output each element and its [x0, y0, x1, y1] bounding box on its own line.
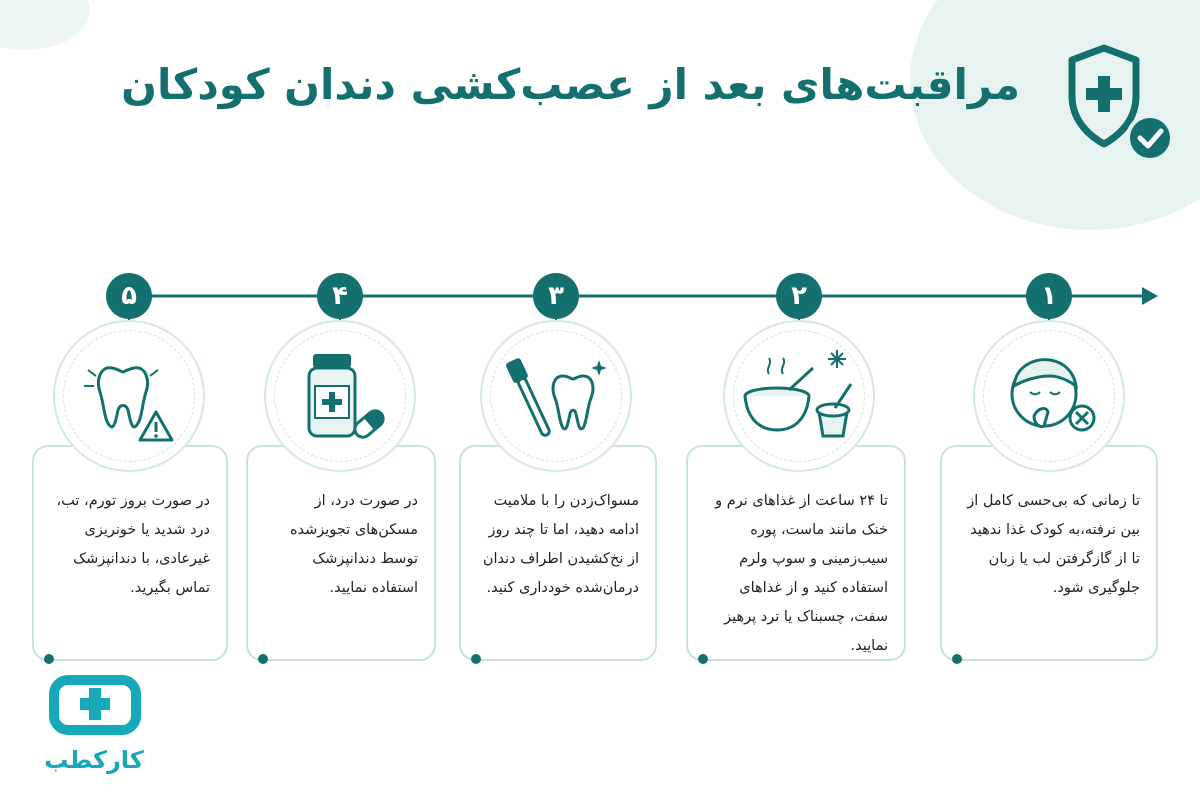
card-dot: [258, 654, 268, 664]
shield-check-icon: [1062, 40, 1182, 168]
tooth-warning-icon: [74, 346, 184, 446]
brand-name: کارکطب: [44, 746, 144, 774]
step-card-3: [459, 445, 657, 661]
card-dot: [44, 654, 54, 664]
card-dot: [952, 654, 962, 664]
step-text: مسواک‌زدن را با ملامیت ادامه دهید، اما تا چند روز از نخ‌کشیدن اطراف دندان درمان‌شده خودداری کنید.: [482, 493, 639, 596]
step-icon-circle-4: [264, 320, 416, 472]
step-number-2: ۲: [776, 273, 822, 319]
step-icon-circle-1: [973, 320, 1125, 472]
step-card-2: [686, 445, 906, 661]
child-no-biting-lip-icon: [994, 346, 1104, 446]
step-icon-circle-3: [480, 320, 632, 472]
pill-bottle-icon: [285, 346, 395, 446]
step-card-1: [940, 445, 1158, 661]
step-number-1: ۱: [1026, 273, 1072, 319]
card-dot: [471, 654, 481, 664]
step-icon-circle-2: [723, 320, 875, 472]
step-icon-circle-5: [53, 320, 205, 472]
soft-cold-food-icon: [739, 346, 859, 446]
step-text: تا زمانی که بی‌حسی کامل از بین نرفته،به کودک غذا ندهید تا از گازگرفتن لب یا زبان جلوگیری شود.: [967, 493, 1140, 596]
decorative-blob: [0, 0, 90, 50]
step-text: تا ۲۴ ساعت از غذاهای نرم و خنک مانند ماست، پوره سیب‌زمینی و سوپ ولرم استفاده کنید و از غذاهای سفت، چسبناک یا ترد پرهیز نمایید.: [715, 493, 888, 654]
card-dot: [698, 654, 708, 664]
page-title: مراقبت‌های بعد از عصب‌کشی دندان کودکان: [121, 60, 1020, 109]
step-number-5: ۵: [106, 273, 152, 319]
step-number-3: ۳: [533, 273, 579, 319]
toothbrush-tooth-icon: [501, 346, 611, 446]
step-text: در صورت درد، از مسکن‌های تجویزشده توسط دندانپزشک استفاده نمایید.: [289, 493, 418, 596]
step-number-4: ۴: [317, 273, 363, 319]
step-card-5: [32, 445, 228, 661]
step-text: در صورت بروز تورم، تب، درد شدید یا خونریزی غیرعادی، با دندانپزشک تماس بگیرید.: [56, 493, 210, 596]
step-card-4: [246, 445, 436, 661]
